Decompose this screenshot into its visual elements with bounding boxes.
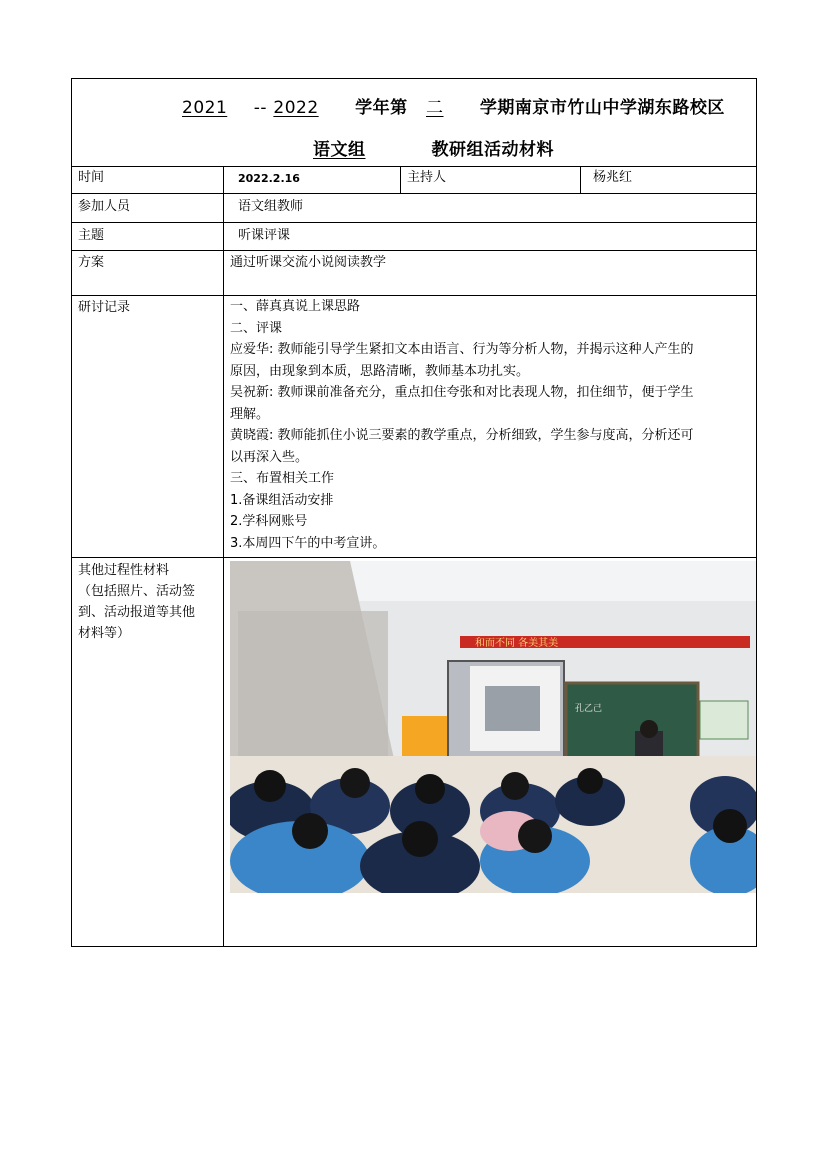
record-line: 以再深入些。 — [230, 449, 309, 465]
record-line: 2.学科网账号 — [230, 514, 308, 529]
participants-value: 语文组教师 — [223, 194, 756, 222]
banner-text: 和而不同 各美其美 — [475, 638, 559, 649]
time-value: 2022.2.16 — [223, 166, 400, 193]
topic-label: 主题 — [78, 228, 105, 243]
host-value: 杨兆红 — [580, 166, 756, 193]
record-line: 理解。 — [230, 406, 270, 422]
term-value: 二 — [426, 98, 444, 118]
host-label: 主持人 — [400, 166, 580, 193]
record-content — [223, 296, 756, 557]
other-label-line: 到、活动报道等其他 — [78, 605, 196, 620]
record-label: 研讨记录 — [78, 300, 131, 315]
topic-row — [72, 223, 756, 251]
plan-label: 方案 — [78, 255, 105, 270]
term-label: 学年第 — [355, 98, 408, 118]
title-line-1 — [176, 93, 725, 118]
classroom-photo — [230, 561, 756, 893]
other-materials-label — [72, 558, 223, 946]
plan-value: 通过听课交流小说阅读教学 — [223, 251, 756, 295]
other-label-line: 其他过程性材料 — [78, 563, 170, 578]
form-title — [72, 79, 756, 167]
title-line-2 — [313, 135, 554, 160]
record-line: 应爱华: 教师能引导学生紧扣文本由语言、行为等分析人物，并揭示这种人产生的 — [230, 342, 694, 357]
other-label-line: （包括照片、活动签 — [78, 584, 196, 599]
record-row — [72, 296, 756, 558]
record-line: 原因，由现象到本质，思路清晰，教师基本功扎实。 — [230, 363, 530, 379]
participants-row — [72, 194, 756, 223]
plan-row — [72, 251, 756, 296]
record-line: 吴祝新: 教师课前准备充分，重点扣住夸张和对比表现人物，扣住细节，便于学生 — [230, 385, 694, 400]
other-materials-row — [72, 558, 756, 946]
record-line: 3.本周四下午的中考宣讲。 — [230, 535, 386, 551]
record-line: 1.备课组活动安排 — [230, 492, 334, 508]
record-line: 一、薛真真说上课思路 — [230, 299, 361, 314]
time-row — [72, 166, 756, 194]
other-label-line: 材料等） — [78, 626, 131, 641]
record-line: 二、评课 — [230, 320, 283, 336]
year-end: 2022 — [273, 98, 319, 118]
board-text: 孔乙己 — [575, 704, 603, 714]
year-separator: -- — [253, 98, 267, 118]
time-label: 时间 — [78, 170, 105, 185]
title-suffix: 教研组活动材料 — [431, 140, 554, 160]
record-line: 三、布置相关工作 — [230, 471, 335, 486]
activity-record-form — [71, 78, 757, 947]
record-line: 黄晓霞: 教师能抓住小说三要素的教学重点，分析细致，学生参与度高，分析还可 — [230, 428, 694, 443]
participants-label: 参加人员 — [78, 199, 131, 214]
year-start: 2021 — [182, 98, 228, 118]
topic-value: 听课评课 — [223, 223, 756, 250]
group-name: 语文组 — [313, 140, 366, 160]
classroom-photo-illustration — [230, 561, 756, 893]
school-name: 学期南京市竹山中学湖东路校区 — [479, 98, 725, 118]
